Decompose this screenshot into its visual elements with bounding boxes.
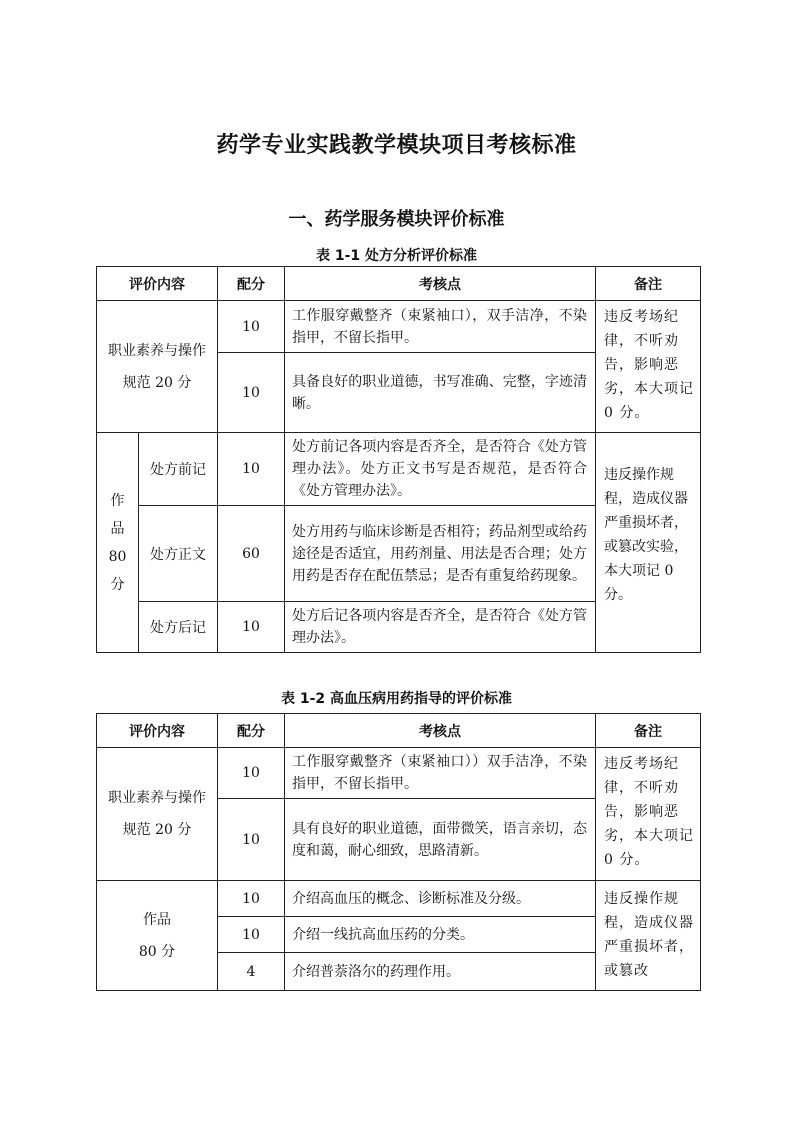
check-point-cell: 具有良好的职业道德，面带微笑，语言亲切，态度和蔼，耐心细致，思路清新。 <box>285 799 596 881</box>
score-cell: 10 <box>218 917 285 953</box>
section-title: 一、药学服务模块评价标准 <box>288 209 505 230</box>
score-cell: 10 <box>218 748 285 799</box>
remark-cell: 违反操作规程，造成仪器严重损坏者，或篡改实验，本大项记 0 分。 <box>596 433 701 653</box>
header-eval-content: 评价内容 <box>97 267 218 301</box>
score-cell: 10 <box>218 301 285 353</box>
table-row <box>97 881 701 917</box>
check-point-cell: 具备良好的职业道德，书写准确、完整，字迹清晰。 <box>285 353 596 433</box>
table-row <box>97 433 701 506</box>
category-professional-quality: 职业素养与操作规范 20 分 <box>97 748 218 881</box>
remark-cell: 违反考场纪律，不听劝告，影响恶劣，本大项记 0 分。 <box>596 301 701 433</box>
score-cell: 4 <box>218 953 285 991</box>
category-work <box>97 433 139 653</box>
table-row <box>97 301 701 353</box>
header-score: 配分 <box>218 267 285 301</box>
score-cell: 10 <box>218 602 285 653</box>
score-cell: 10 <box>218 799 285 881</box>
score-cell: 60 <box>218 506 285 602</box>
check-point-cell: 处方前记各项内容是否齐全，是否符合《处方管理办法》。处方正文书写是否规范，是否符合《处方管理办法》。 <box>285 433 596 506</box>
category-professional-quality: 职业素养与操作规范 20 分 <box>97 301 218 433</box>
check-point-cell: 处方后记各项内容是否齐全，是否符合《处方管理办法》。 <box>285 602 596 653</box>
header-remark: 备注 <box>596 267 701 301</box>
category-work-line: 80 分 <box>138 943 176 960</box>
header-check-point: 考核点 <box>285 267 596 301</box>
check-point-cell: 工作服穿戴整齐（束紧袖口））双手洁净，不染指甲，不留长指甲。 <box>285 748 596 799</box>
table1-prescription-analysis <box>96 266 701 653</box>
header-remark: 备注 <box>596 714 701 748</box>
check-point-cell: 工作服穿戴整齐（束紧袖口），双手洁净，不染指甲，不留长指甲。 <box>285 301 596 353</box>
table-header-row <box>97 267 701 301</box>
sub-item-cell: 处方前记 <box>139 433 218 506</box>
remark-cell: 违反考场纪律，不听劝告，影响恶劣，本大项记 0 分。 <box>596 748 701 881</box>
table1-caption: 表 1-1 处方分析评价标准 <box>315 248 478 264</box>
category-work-line: 作 <box>110 492 125 509</box>
sub-item-cell: 处方后记 <box>139 602 218 653</box>
remark-cell: 违反操作规程，造成仪器严重损坏者，或篡改 <box>596 881 701 991</box>
check-point-cell: 介绍普萘洛尔的药理作用。 <box>285 953 596 991</box>
sub-item-cell: 处方正文 <box>139 506 218 602</box>
table2-hypertension-guidance <box>96 713 701 991</box>
table-row <box>97 748 701 799</box>
header-eval-content: 评价内容 <box>97 714 218 748</box>
category-work-line: 品 <box>110 520 125 537</box>
score-cell: 10 <box>218 353 285 433</box>
check-point-cell: 介绍高血压的概念、诊断标准及分级。 <box>285 881 596 917</box>
check-point-cell: 介绍一线抗高血压药的分类。 <box>285 917 596 953</box>
table2-caption: 表 1-2 高血压病用药指导的评价标准 <box>280 691 513 707</box>
page-title: 药学专业实践教学模块项目考核标准 <box>216 133 577 158</box>
category-work-line: 作品 <box>143 911 171 928</box>
score-cell: 10 <box>218 881 285 917</box>
header-score: 配分 <box>218 714 285 748</box>
score-cell: 10 <box>218 433 285 506</box>
category-work-line: 分 <box>110 576 125 593</box>
header-check-point: 考核点 <box>285 714 596 748</box>
check-point-cell: 处方用药与临床诊断是否相符；药品剂型或给药途径是否适宜，用药剂量、用法是否合理；处方用药是否存在配伍禁忌；是否有重复给药现象。 <box>285 506 596 602</box>
category-work-line: 80 <box>108 548 127 565</box>
category-work <box>97 881 218 991</box>
table-header-row <box>97 714 701 748</box>
